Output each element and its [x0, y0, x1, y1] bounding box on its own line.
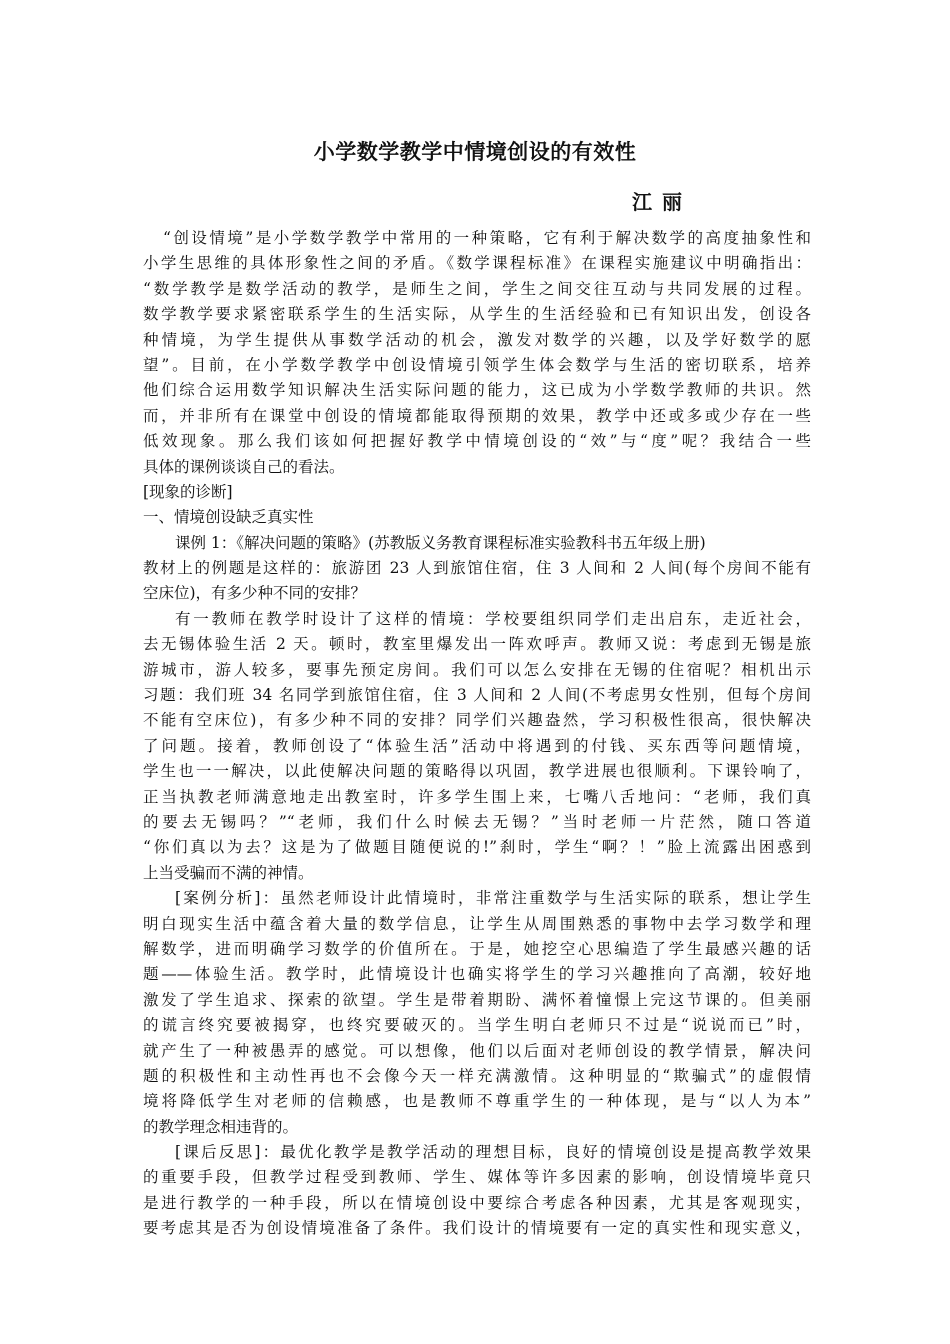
paragraph-line: 他们综合运用数学知识解决生活实际问题的能力，这已成为小学数学教师的共识。然 — [143, 381, 811, 400]
paragraph-line: 教材上的例题是这样的：旅游团 23 人到旅馆住宿，住 3 人间和 2 人间(每个房间不能有 — [143, 559, 811, 578]
paragraph-line: 上当受骗而不满的神情。 — [143, 863, 314, 882]
document-title: 小学数学教学中情境创设的有效性 — [313, 140, 637, 164]
paragraph-line: 具体的课例谈谈自己的看法。 — [143, 457, 345, 476]
paragraph-line: 的重要手段，但教学过程受到教师、学生、媒体等许多因素的影响，创设情境毕竟只 — [143, 1168, 811, 1187]
paragraph-line: 正当执教老师满意地走出教室时，许多学生围上来，七嘴八舌地问：“老师，我们真 — [143, 787, 811, 806]
paragraph-line: 题的积极性和主动性再也不会像今天一样充满激情。这种明显的“欺骗式”的虚假情 — [143, 1066, 811, 1085]
paragraph-line: 有一教师在教学时设计了这样的情境：学校要组织同学们走出启东，走近社会， — [175, 609, 811, 628]
paragraph-line: 就产生了一种被愚弄的感觉。可以想像，他们以后面对老师创设的教学情景，解决问 — [143, 1041, 811, 1060]
paragraph-line: 低效现象。那么我们该如何把握好教学中情境创设的“效”与“度”呢？我结合一些 — [143, 432, 811, 451]
paragraph-line: 解数学，进而明确学习数学的价值所在。于是，她挖空心思编造了学生最感兴趣的话 — [143, 939, 811, 958]
paragraph-line: “数学教学是数学活动的教学，是师生之间，学生之间交往互动与共同发展的过程。 — [143, 279, 811, 298]
paragraph-line: “创设情境”是小学数学教学中常用的一种策略，它有利于解决数学的高度抽象性和 — [163, 229, 811, 247]
paragraph-line: [案例分析]：虽然老师设计此情境时，非常注重数学与生活实际的联系，想让学生 — [175, 889, 811, 908]
paragraph-line: 学生也一一解决，以此使解决问题的策略得以巩固，教学进展也很顺利。下课铃响了， — [143, 762, 811, 781]
paragraph-line: 数学教学要求紧密联系学生的生活实际，从学生的生活经验和已有知识出发，创设各 — [143, 305, 811, 324]
paragraph-line: 习题：我们班 34 名同学到旅馆住宿，住 3 人间和 2 人间(不考虑男女性别，但每个房间 — [143, 686, 811, 705]
paragraph-line: 境将降低学生对老师的信赖感，也是教师不尊重学生的一种体现，是与“以人为本” — [143, 1092, 811, 1111]
paragraph-line: 望”。目前，在小学数学教学中创设情境引领学生体会数学与生活的密切联系，培养 — [143, 355, 811, 374]
paragraph-line: 明白现实生活中蕴含着大量的数学信息，让学生从周围熟悉的事物中去学习数学和理 — [143, 914, 811, 933]
example-title: 课例 1：《解决问题的策略》(苏教版义务教育课程标准实验教科书五年级上册) — [175, 533, 706, 552]
paragraph-line: 游城市，游人较多，要事先预定房间。我们可以怎么安排在无锡的住宿呢？相机出示 — [143, 660, 811, 679]
paragraph-line: 是进行教学的一种手段，所以在情境创设中要综合考虑各种因素，尤其是客观现实， — [143, 1193, 811, 1212]
paragraph-line: 激发了学生追求、探索的欲望。学生是带着期盼、满怀着憧憬上完这节课的。但美丽 — [143, 990, 811, 1009]
paragraph-line: 小学生思维的具体形象性之间的矛盾。《数学课程标准》在课程实施建议中明确指出： — [143, 254, 811, 273]
paragraph-line: 空床位)，有多少种不同的安排？ — [143, 584, 367, 603]
document-author: 江丽 — [632, 190, 692, 214]
section-heading: 一、情境创设缺乏真实性 — [143, 508, 314, 527]
paragraph-line: 题——体验生活。教学时，此情境设计也确实将学生的学习兴趣推向了高潮，较好地 — [143, 965, 811, 984]
section-marker: [现象的诊断] — [143, 482, 233, 501]
paragraph-line: “你们真以为去？这是为了做题目随便说的!”刹时，学生“啊？！”脸上流露出困惑到 — [143, 838, 811, 857]
paragraph-line: 的教学理念相违背的。 — [143, 1117, 299, 1136]
paragraph-line: [课后反思]：最优化教学是教学活动的理想目标，良好的情境创设是提高教学效果 — [175, 1143, 811, 1162]
paragraph-line: 的要去无锡吗？”“老师，我们什么时候去无锡？”当时老师一片茫然，随口答道 — [143, 812, 811, 831]
paragraph-line: 去无锡体验生活 2 天。顿时，教室里爆发出一阵欢呼声。教师又说：考虑到无锡是旅 — [143, 635, 811, 654]
paragraph-line: 要考虑其是否为创设情境准备了条件。我们设计的情境要有一定的真实性和现实意义， — [143, 1219, 811, 1238]
paragraph-line: 种情境，为学生提供从事数学活动的机会，激发对数学的兴趣，以及学好数学的愿 — [143, 330, 811, 349]
paragraph-line: 了问题。接着，教师创设了“体验生活”活动中将遇到的付钱、买东西等问题情境， — [143, 736, 811, 755]
paragraph-line: 的谎言终究要被揭穿，也终究要破灭的。当学生明白老师只不过是“说说而已”时， — [143, 1016, 811, 1035]
document-body — [143, 226, 811, 1242]
paragraph-line: 而，并非所有在课堂中创设的情境都能取得预期的效果，教学中还或多或少存在一些 — [143, 406, 811, 425]
paragraph-line: 不能有空床位)，有多少种不同的安排？同学们兴趣盎然，学习积极性很高，很快解决 — [143, 711, 811, 730]
